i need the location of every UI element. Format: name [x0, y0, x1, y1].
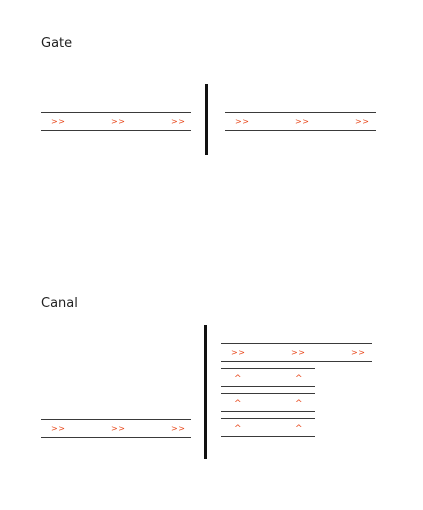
flow-arrow: >>: [111, 117, 126, 126]
flow-arrow: >>: [351, 348, 366, 357]
lock-step-line: [221, 368, 315, 369]
up-arrow: ^: [234, 399, 242, 409]
gate-left-channel-top-line: [41, 112, 191, 113]
canal-title: Canal: [41, 296, 78, 311]
gate-title: Gate: [41, 36, 73, 51]
flow-arrow: >>: [291, 348, 306, 357]
lock-step-line: [221, 418, 315, 419]
canal-right-channel-bottom-line: [221, 361, 372, 362]
gate-right-channel-top-line: [225, 112, 376, 113]
gate-right-channel-bottom-line: [225, 130, 376, 131]
lock-step-line: [221, 411, 315, 412]
gate-barrier: [205, 84, 208, 155]
flow-arrow: >>: [51, 424, 66, 433]
flow-arrow: >>: [111, 424, 126, 433]
up-arrow: ^: [295, 399, 303, 409]
flow-arrow: >>: [171, 117, 186, 126]
up-arrow: ^: [295, 374, 303, 384]
up-arrow: ^: [295, 424, 303, 434]
lock-step-line: [221, 386, 315, 387]
up-arrow: ^: [234, 374, 242, 384]
canal-right-channel-top-line: [221, 343, 372, 344]
flow-arrow: >>: [51, 117, 66, 126]
flow-arrow: >>: [171, 424, 186, 433]
canal-left-channel-bottom-line: [41, 437, 191, 438]
flow-arrow: >>: [295, 117, 310, 126]
flow-arrow: >>: [235, 117, 250, 126]
lock-step-line: [221, 436, 315, 437]
flow-arrow: >>: [355, 117, 370, 126]
gate-left-channel-bottom-line: [41, 130, 191, 131]
canal-wall: [204, 325, 207, 459]
up-arrow: ^: [234, 424, 242, 434]
lock-step-line: [221, 393, 315, 394]
flow-arrow: >>: [231, 348, 246, 357]
canal-left-channel-top-line: [41, 419, 191, 420]
